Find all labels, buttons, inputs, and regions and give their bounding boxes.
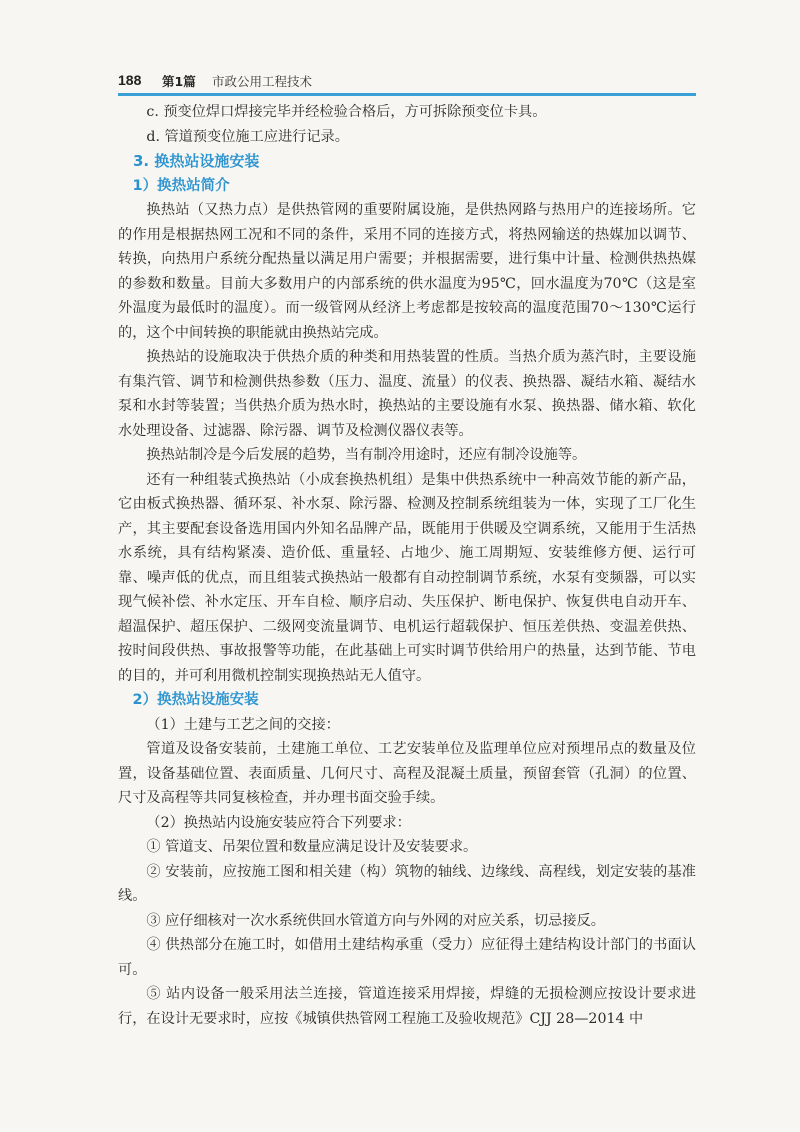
numbered-item: （1）土建与工艺之间的交接： [146,716,340,733]
section-heading: 3. 换热站设施安装 [133,152,260,170]
circled-item: ① 管道支、吊架位置和数量应满足设计及安装要求。 [146,839,478,855]
subsection-heading-1: 1）换热站简介 [132,177,230,194]
paragraph: 换热站制冷是今后发展的趋势，当有制冷用途时，还应有制冷设施等。 [146,447,587,463]
paragraph: 管道及设备安装前，土建施工单位、工艺安装单位及监理单位应对预埋吊点的数量及位置，设备基础位置、表面质量、几何尺寸、高程及混凝土质量，预留套管（孔洞）的位置、尺寸及高程等共同复核检查，并办理书面交验手续。 [118,741,696,806]
page-header [0,0,800,100]
circled-item: ④ 供热部分在施工时，如借用土建结构承重（受力）应征得土建结构设计部门的书面认可。 [118,937,696,978]
page-number: 188 [118,72,142,88]
chapter-title: 市政公用工程技术 [212,74,313,89]
paragraph: 换热站的设施取决于供热介质的种类和用热装置的性质。当热介质为蒸汽时，主要设施有集汽管、调节和检测供热参数（压力、温度、流量）的仪表、换热器、凝结水箱、凝结水泵和水封等装置；当供热介质为热水时，换热站的主要设施有水泵、换热器、储水箱、软化水处理设备、过滤器、除污器、调节及检测仪器仪表等。 [118,349,696,439]
header-rule [118,93,696,96]
circled-item: ③ 应仔细核对一次水系统供回水管道方向与外网的对应关系，切忌接反。 [146,912,605,929]
list-item-d: d. 管道预变位施工应进行记录。 [146,128,349,145]
paragraph: 还有一种组装式换热站（小成套换热机组）是集中供热系统中一种高效节能的新产品，它由板式换热器、循环泵、补水泵、除污器、检测及控制系统组装为一体，实现了工厂化生产，其主要配套设备选用国内外知名品牌产品，既能用于供暖及空调系统，又能用于生活热水系统，具有结构紧凑、造价低、重量轻、占地少、施工周期短、安装维修方便、运行可靠、噪声低的优点，而且组装式换热站一般都有自动控制调节系统，水泵有变频器，可以实现气候补偿、补水定压、开车自检、顺序启动、失压保护、断电保护、恢复供电自动开车、超温保护、超压保护、二级网变流量调节、电机运行超载保护、恒压差供热、变温差供热、按时间段供热、事故报警等功能，在此基础上可实时调节供给用户的热量，达到节能、节电的目的，并可利用微机控制实现换热站无人值守。 [118,471,696,684]
list-item-c: c. 预变位焊口焊接完毕并经检验合格后，方可拆除预变位卡具。 [146,104,547,120]
circled-item: ② 安装前，应按施工图和相关建（构）筑物的轴线、边缘线、高程线，划定安装的基准线。 [118,863,696,904]
part-label: 第1篇 [162,74,196,89]
page-body [118,100,696,1031]
numbered-item: （2）换热站内设施安装应符合下列要求： [146,814,411,831]
circled-item: ⑤ 站内设备一般采用法兰连接，管道连接采用焊接，焊缝的无损检测应按设计要求进行，在设计无要求时，应按《城镇供热管网工程施工及验收规范》CJJ 28—2014 中 [118,986,696,1027]
paragraph: 换热站（又热力点）是供热管网的重要附属设施，是供热网路与热用户的连接场所。它的作用是根据热网工况和不同的条件，采用不同的连接方式，将热网输送的热媒加以调节、转换，向热用户系统分配热量以满足用户需要；并根据需要，进行集中计量、检测供热热媒的参数和数量。目前大多数用户的内部系统的供水温度为95℃，回水温度为70℃（这是室外温度为最低时的温度）。而一级管网从经济上考虑都是按较高的温度范围70～130℃运行的，这个中间转换的职能就由换热站完成。 [118,202,696,341]
subsection-heading-2: 2）换热站设施安装 [132,692,259,708]
